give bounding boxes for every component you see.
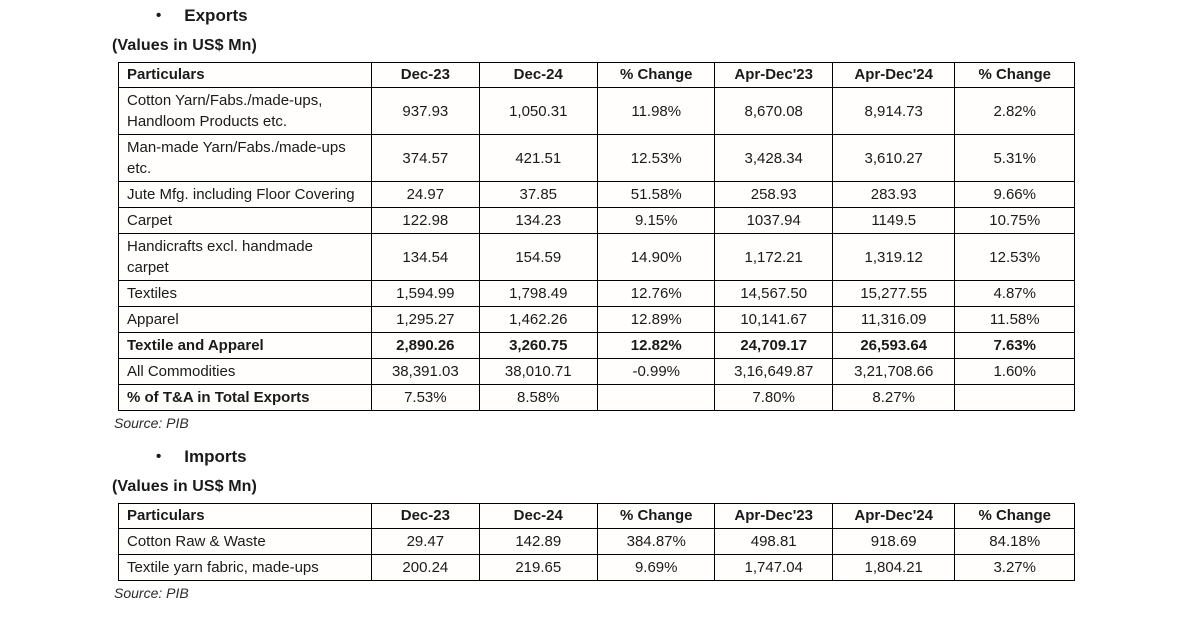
cell-value: 9.69% [598, 555, 715, 581]
exports-table [118, 62, 1075, 411]
cell-value: 12.53% [598, 135, 715, 182]
exports-unit-label: (Values in US$ Mn) [112, 37, 257, 54]
column-header-aprdec24: Apr-Dec'24 [832, 504, 955, 529]
cell-value: 283.93 [832, 182, 955, 208]
cell-value: 12.76% [598, 281, 715, 307]
cell-value: 10.75% [955, 208, 1075, 234]
table-row [119, 182, 1075, 208]
row-label: Carpet [119, 208, 372, 234]
cell-value: 84.18% [955, 529, 1075, 555]
cell-value: 14.90% [598, 234, 715, 281]
cell-value: 374.57 [372, 135, 479, 182]
cell-value: 9.66% [955, 182, 1075, 208]
cell-value: -0.99% [598, 359, 715, 385]
cell-value: 29.47 [372, 529, 479, 555]
cell-value: 1,295.27 [372, 307, 479, 333]
cell-value: 51.58% [598, 182, 715, 208]
row-label: Handicrafts excl. handmade carpet [119, 234, 372, 281]
cell-value: 38,391.03 [372, 359, 479, 385]
cell-value: 9.15% [598, 208, 715, 234]
cell-value: 1.60% [955, 359, 1075, 385]
cell-value: 24.97 [372, 182, 479, 208]
row-label: Man-made Yarn/Fabs./made-ups etc. [119, 135, 372, 182]
bullet-icon: • [156, 7, 162, 24]
cell-value: 421.51 [479, 135, 597, 182]
cell-value: 37.85 [479, 182, 597, 208]
table-row [119, 529, 1075, 555]
cell-value: 8,670.08 [715, 88, 832, 135]
cell-value: 4.87% [955, 281, 1075, 307]
cell-value: 3,428.34 [715, 135, 832, 182]
exports-header-row [119, 63, 1075, 88]
cell-value: 3,260.75 [479, 333, 597, 359]
cell-value: 11,316.09 [832, 307, 955, 333]
imports-heading-row [156, 447, 1200, 467]
cell-value: 1,462.26 [479, 307, 597, 333]
cell-value: 5.31% [955, 135, 1075, 182]
cell-value: 258.93 [715, 182, 832, 208]
cell-value [955, 385, 1075, 411]
cell-value: 937.93 [372, 88, 479, 135]
row-label: Apparel [119, 307, 372, 333]
cell-value: 14,567.50 [715, 281, 832, 307]
table-row [119, 234, 1075, 281]
row-label: Cotton Raw & Waste [119, 529, 372, 555]
cell-value: 1,172.21 [715, 234, 832, 281]
column-header-pct-change-monthly: % Change [598, 504, 715, 529]
imports-section [112, 447, 1200, 601]
cell-value: 134.54 [372, 234, 479, 281]
imports-heading: Imports [184, 447, 247, 466]
cell-value: 12.89% [598, 307, 715, 333]
cell-value: 26,593.64 [832, 333, 955, 359]
bullet-icon: • [156, 448, 162, 465]
cell-value: 142.89 [479, 529, 597, 555]
cell-value: 1037.94 [715, 208, 832, 234]
cell-value: 3,21,708.66 [832, 359, 955, 385]
column-header-pct-change-cumulative: % Change [955, 63, 1075, 88]
cell-value: 3,16,649.87 [715, 359, 832, 385]
column-header-pct-change-cumulative: % Change [955, 504, 1075, 529]
column-header-aprdec23: Apr-Dec'23 [715, 504, 832, 529]
column-header-dec23: Dec-23 [372, 63, 479, 88]
cell-value: 2.82% [955, 88, 1075, 135]
table-row [119, 88, 1075, 135]
column-header-aprdec23: Apr-Dec'23 [715, 63, 832, 88]
table-row [119, 307, 1075, 333]
cell-value: 1,798.49 [479, 281, 597, 307]
column-header-aprdec24: Apr-Dec'24 [832, 63, 955, 88]
row-label: All Commodities [119, 359, 372, 385]
cell-value: 11.98% [598, 88, 715, 135]
cell-value: 7.53% [372, 385, 479, 411]
table-row [119, 281, 1075, 307]
cell-value: 12.82% [598, 333, 715, 359]
cell-value: 1,747.04 [715, 555, 832, 581]
cell-value: 1,804.21 [832, 555, 955, 581]
cell-value: 1,050.31 [479, 88, 597, 135]
column-header-particulars: Particulars [119, 63, 372, 88]
cell-value: 1,319.12 [832, 234, 955, 281]
cell-value: 3.27% [955, 555, 1075, 581]
imports-source-note: Source: PIB [114, 585, 189, 601]
cell-value: 38,010.71 [479, 359, 597, 385]
cell-value: 15,277.55 [832, 281, 955, 307]
cell-value: 122.98 [372, 208, 479, 234]
exports-heading-row [156, 6, 1200, 26]
row-label: Cotton Yarn/Fabs./made-ups, Handloom Products etc. [119, 88, 372, 135]
exports-heading: Exports [184, 6, 248, 25]
cell-value: 219.65 [479, 555, 597, 581]
imports-unit-label: (Values in US$ Mn) [112, 478, 257, 495]
cell-value: 1,594.99 [372, 281, 479, 307]
table-row-share [119, 385, 1075, 411]
column-header-dec23: Dec-23 [372, 504, 479, 529]
cell-value: 2,890.26 [372, 333, 479, 359]
column-header-pct-change-monthly: % Change [598, 63, 715, 88]
column-header-dec24: Dec-24 [479, 504, 597, 529]
cell-value: 7.63% [955, 333, 1075, 359]
cell-value: 3,610.27 [832, 135, 955, 182]
cell-value: 8,914.73 [832, 88, 955, 135]
imports-table [118, 503, 1075, 581]
column-header-particulars: Particulars [119, 504, 372, 529]
table-row [119, 555, 1075, 581]
imports-header-row [119, 504, 1075, 529]
cell-value: 11.58% [955, 307, 1075, 333]
cell-value: 154.59 [479, 234, 597, 281]
exports-section [112, 6, 1200, 431]
cell-value [598, 385, 715, 411]
row-label: Jute Mfg. including Floor Covering [119, 182, 372, 208]
cell-value: 8.27% [832, 385, 955, 411]
table-row-total [119, 333, 1075, 359]
cell-value: 1149.5 [832, 208, 955, 234]
cell-value: 24,709.17 [715, 333, 832, 359]
row-label: Textiles [119, 281, 372, 307]
table-row [119, 359, 1075, 385]
cell-value: 498.81 [715, 529, 832, 555]
exports-source-note: Source: PIB [114, 415, 189, 431]
row-label: % of T&A in Total Exports [119, 385, 372, 411]
cell-value: 7.80% [715, 385, 832, 411]
cell-value: 384.87% [598, 529, 715, 555]
table-row [119, 135, 1075, 182]
cell-value: 12.53% [955, 234, 1075, 281]
cell-value: 200.24 [372, 555, 479, 581]
column-header-dec24: Dec-24 [479, 63, 597, 88]
cell-value: 10,141.67 [715, 307, 832, 333]
table-row [119, 208, 1075, 234]
row-label: Textile yarn fabric, made-ups [119, 555, 372, 581]
cell-value: 918.69 [832, 529, 955, 555]
row-label: Textile and Apparel [119, 333, 372, 359]
cell-value: 134.23 [479, 208, 597, 234]
cell-value: 8.58% [479, 385, 597, 411]
